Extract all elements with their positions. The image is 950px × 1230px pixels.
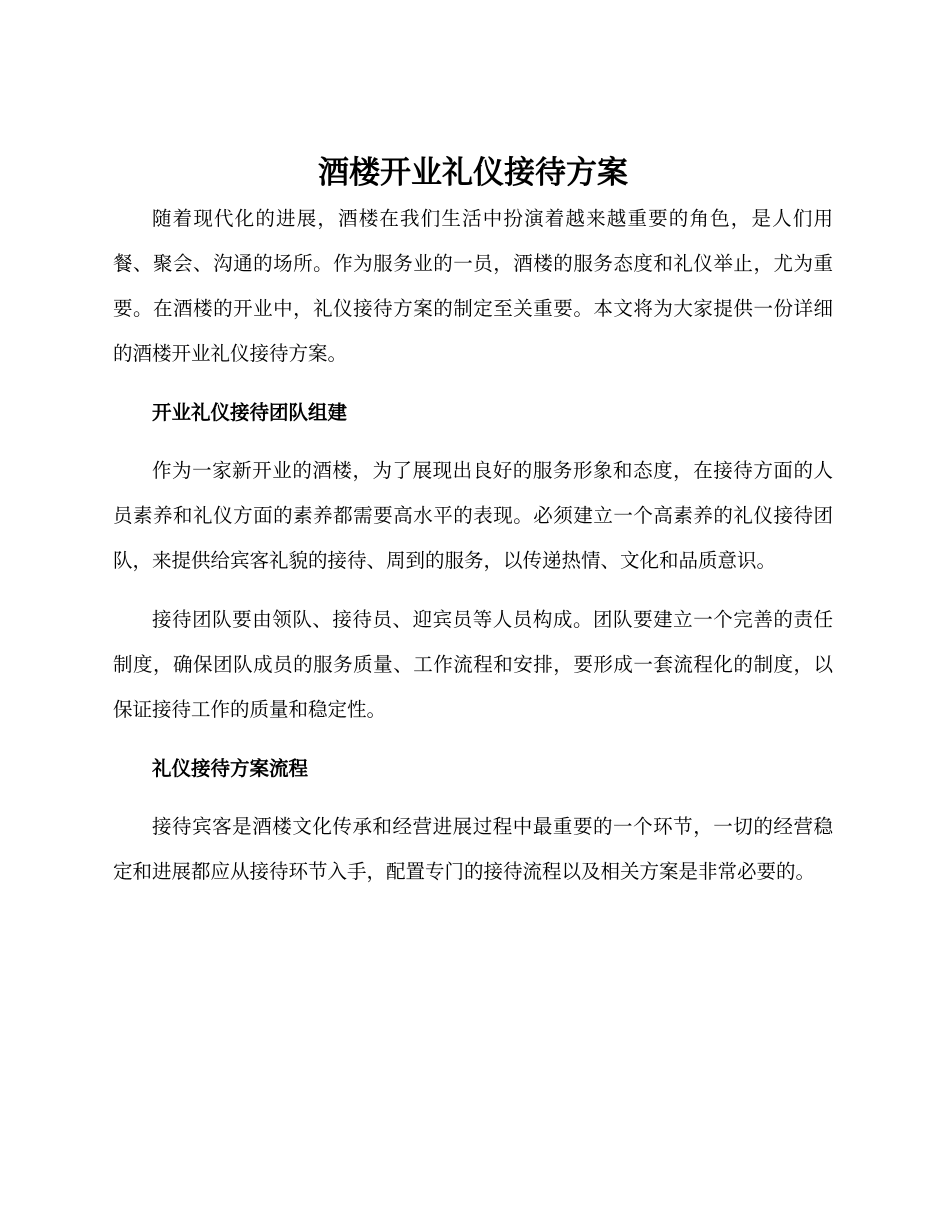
spacer: [113, 435, 833, 448]
process-paragraph: 接待宾客是酒楼文化传承和经营进展过程中最重要的一个环节，一切的经营稳定和进展都应从接待环节入手，配置专门的接待流程以及相关方案是非常必要的。: [113, 815, 833, 883]
spacer: [113, 791, 833, 804]
spacer: [113, 583, 833, 597]
intro-paragraph: 随着现代化的进展，酒楼在我们生活中扮演着越来越重要的角色，是人们用餐、聚会、沟通的场所。作为服务业的一员，酒楼的服务态度和礼仪举止，尤为重要。在酒楼的开业中，礼仪接待方案的制定至关重要。本文将为大家提供一份详细的酒楼开业礼仪接待方案。: [113, 207, 833, 365]
spacer: [113, 732, 833, 746]
team-paragraph-1: 作为一家新开业的酒楼，为了展现出良好的服务形象和态度，在接待方面的人员素养和礼仪方面的素养都需要高水平的表现。必须建立一个高素养的礼仪接待团队，来提供给宾客礼貌的接待、周到的服务，以传递热情、文化和品质意识。: [113, 459, 833, 572]
section-heading-process: 礼仪接待方案流程: [152, 757, 309, 780]
section-heading-team: 开业礼仪接待团队组建: [152, 401, 348, 424]
document-title: 酒楼开业礼仪接待方案: [318, 155, 628, 191]
team-paragraph-2: 接待团队要由领队、接待员、迎宾员等人员构成。团队要建立一个完善的责任制度，确保团队成员的服务质量、工作流程和安排，要形成一套流程化的制度，以保证接待工作的质量和稳定性。: [113, 608, 833, 721]
document-body: [113, 150, 833, 894]
spacer: [113, 376, 833, 390]
